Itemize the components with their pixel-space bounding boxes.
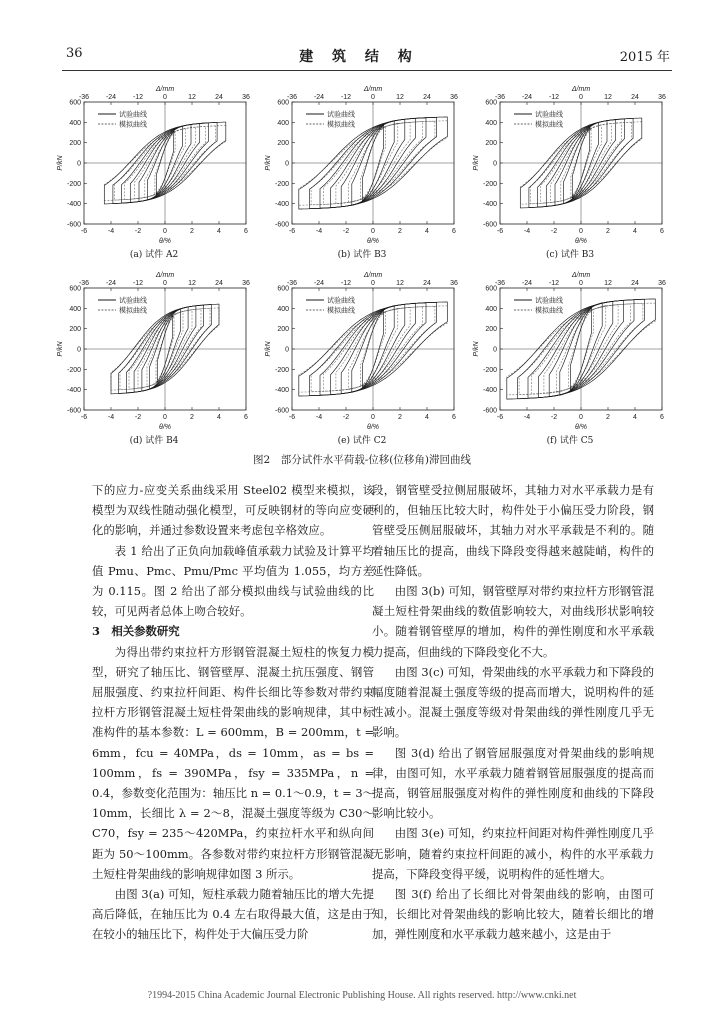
- y-tick-label: 0: [285, 160, 289, 168]
- x-tick-label: -4: [523, 414, 531, 421]
- panel-caption-e: (e) 试件 C2: [337, 436, 387, 446]
- x-tick-label: -4: [523, 228, 531, 235]
- x-tick-label: -2: [342, 414, 350, 421]
- y-tick-label: -200: [482, 180, 497, 188]
- top-tick-label: -36: [494, 94, 506, 101]
- top-tick-label: 24: [631, 94, 639, 101]
- top-tick-label: -24: [313, 280, 325, 287]
- y-tick-label: 400: [69, 305, 81, 313]
- top-tick-label: -12: [132, 94, 144, 101]
- y-tick-label: -400: [482, 201, 497, 209]
- top-tick-label: -24: [105, 94, 117, 101]
- top-tick-label: -12: [340, 280, 352, 287]
- top-tick-label: -24: [105, 280, 117, 287]
- figure-caption: 图2 部分试件水平荷载-位移(位移角)滞回曲线: [253, 454, 471, 466]
- copyright-footer: ?1994-2015 China Academic Journal Electronic Publishing House. All rights reserved. http://www.cnki.net: [147, 990, 577, 1001]
- top-tick-label: 0: [371, 94, 375, 101]
- y-tick-label: 0: [493, 346, 497, 354]
- top-tick-label: 12: [604, 280, 612, 287]
- x-tick-label: -4: [107, 414, 115, 421]
- legend-label-experiment: 试验曲线: [119, 111, 147, 119]
- x-tick-label: 0: [371, 414, 375, 421]
- panel-b: [258, 80, 466, 262]
- y-tick-label: -200: [66, 180, 81, 188]
- y-tick-label: 600: [485, 99, 497, 107]
- y-axis-label: P/kN: [265, 341, 272, 357]
- legend-label-experiment: 试验曲线: [327, 297, 355, 305]
- y-tick-label: 400: [277, 119, 289, 127]
- panel-a: [50, 80, 258, 262]
- panel-caption-b: (b) 试件 B3: [337, 250, 387, 260]
- text-column-right: [372, 480, 654, 945]
- top-tick-label: 12: [188, 94, 196, 101]
- top-axis-label: Δ/mm: [363, 272, 383, 279]
- x-tick-label: 2: [190, 228, 194, 235]
- x-tick-label: 6: [660, 228, 664, 235]
- y-tick-label: 400: [69, 119, 81, 127]
- y-tick-label: -200: [274, 180, 289, 188]
- y-tick-label: 400: [485, 305, 497, 313]
- publication-year: 2015 年: [619, 50, 670, 65]
- paragraph: 由图 3(a) 可知，短柱承载力随着轴压比的增大先提高后降低，在轴压比为 0.4 左右取得最大值，这是由于在较小的轴压比下，构件处于大偏压受力阶: [92, 887, 374, 942]
- x-tick-label: -6: [496, 414, 504, 421]
- y-tick-label: 0: [493, 160, 497, 168]
- figure-2: [50, 80, 674, 450]
- top-tick-label: -36: [78, 280, 90, 287]
- text-column-left: [92, 480, 374, 945]
- top-tick-label: 24: [215, 280, 223, 287]
- x-tick-label: -6: [496, 228, 504, 235]
- top-tick-label: 36: [658, 280, 666, 287]
- y-tick-label: -200: [66, 366, 81, 374]
- legend-label-simulation: 模拟曲线: [119, 307, 147, 315]
- legend-label-simulation: 模拟曲线: [327, 121, 355, 129]
- paragraph: 下的应力-应变关系曲线采用 Steel02 模型来模拟，该模型为双线性随动强化模型，可反映钢材的等向应变硬化的影响，并通过参数设置来考虑包辛格效应。: [92, 483, 374, 538]
- paragraph: 由图 3(b) 可知，钢管壁厚对带约束拉杆方形钢管混凝土短柱骨架曲线的数值影响较大，对曲线形状影响较小。随着钢管壁厚的增加，构件的弹性刚度和水平承载力提高，但曲线的下降段变化不大。: [372, 584, 654, 659]
- y-axis-label: P/kN: [57, 341, 64, 357]
- x-tick-label: 6: [244, 414, 248, 421]
- paragraph: 由图 3(c) 可知，骨架曲线的水平承载力和下降段的幅度随着混凝土强度等级的提高而增大，说明构件的延性减小。混凝土强度等级对骨架曲线的弹性刚度几乎无影响。: [372, 664, 654, 740]
- panel-caption-a: (a) 试件 A2: [129, 250, 179, 260]
- legend-label-simulation: 模拟曲线: [119, 121, 147, 129]
- top-axis-label: Δ/mm: [363, 86, 383, 93]
- x-tick-label: 6: [452, 414, 456, 421]
- x-tick-label: -2: [134, 228, 142, 235]
- y-tick-label: 0: [77, 346, 81, 354]
- y-tick-label: 0: [77, 160, 81, 168]
- x-axis-label: θ/%: [575, 424, 587, 431]
- y-tick-label: 400: [277, 305, 289, 313]
- top-tick-label: -12: [548, 94, 560, 101]
- top-axis-label: Δ/mm: [571, 86, 591, 93]
- top-tick-label: 24: [215, 94, 223, 101]
- header-rule: [62, 70, 672, 71]
- top-tick-label: -24: [521, 94, 533, 101]
- top-tick-label: 36: [242, 280, 250, 287]
- panel-f: [466, 266, 674, 448]
- journal-title: 建 筑 结 构: [299, 49, 419, 65]
- panel-d: [50, 266, 258, 448]
- y-tick-label: 600: [277, 99, 289, 107]
- y-tick-label: 600: [69, 285, 81, 293]
- x-axis-label: θ/%: [159, 238, 171, 245]
- y-tick-label: -400: [274, 201, 289, 209]
- y-tick-label: 200: [69, 140, 81, 148]
- top-axis-label: Δ/mm: [571, 272, 591, 279]
- top-tick-label: 24: [631, 280, 639, 287]
- x-tick-label: -4: [107, 228, 115, 235]
- top-tick-label: 24: [423, 280, 431, 287]
- x-tick-label: 4: [633, 228, 637, 235]
- x-tick-label: 2: [398, 228, 402, 235]
- hysteresis-chart-a: [50, 80, 258, 262]
- top-tick-label: 36: [450, 94, 458, 101]
- y-tick-label: 600: [277, 285, 289, 293]
- x-tick-label: 0: [163, 414, 167, 421]
- top-tick-label: 24: [423, 94, 431, 101]
- x-tick-label: 2: [398, 414, 402, 421]
- x-tick-label: 0: [371, 228, 375, 235]
- hysteresis-chart-d: [50, 266, 258, 448]
- x-tick-label: -6: [80, 228, 88, 235]
- panel-caption-d: (d) 试件 B4: [129, 436, 179, 446]
- top-tick-label: -12: [548, 280, 560, 287]
- x-axis-label: θ/%: [575, 238, 587, 245]
- hysteresis-chart-b: [258, 80, 466, 262]
- paragraph: 图 3(f) 给出了长细比对骨架曲线的影响，由图可知，长细比对骨架曲线的影响比较大，随着长细比的增加，弹性刚度和水平承载力越来越小，这是由于: [372, 887, 654, 942]
- legend-label-experiment: 试验曲线: [535, 297, 563, 305]
- x-tick-label: 4: [425, 228, 429, 235]
- hysteresis-chart-e: [258, 266, 466, 448]
- top-tick-label: 36: [658, 94, 666, 101]
- top-tick-label: 12: [188, 280, 196, 287]
- y-tick-label: -600: [274, 407, 289, 415]
- x-tick-label: 2: [190, 414, 194, 421]
- hysteresis-chart-c: [466, 80, 674, 262]
- x-tick-label: -2: [134, 414, 142, 421]
- y-tick-label: -600: [274, 221, 289, 229]
- top-tick-label: 0: [163, 94, 167, 101]
- x-tick-label: -4: [315, 414, 323, 421]
- paragraph: 为得出带约束拉杆方形钢管混凝土短柱的恢复力模型，研究了轴压比、钢管壁厚、混凝土抗压强度、钢管屈服强度、约束拉杆间距、构件长细比等参数对带约束拉杆方形钢管混凝土短柱骨架曲线的影响规律，其中标准构件的基本参数：L = 600mm，B = 200mm，t = 6mm，fcu = 40MPa，ds = 10mm，as = bs = 100mm，fs = 390MPa，fsy = 335MPa，n = 0.4，参数变化范围为：轴压比 n = 0.1～0.9，t = 3～10mm，长细比 λ = 2～8，混凝土强度等级为 C30～C70，fsy = 235～420MPa，约束拉杆水平和纵向间距为 50～100mm。各参数对带约束拉杆方形钢管混凝土短柱骨架曲线的影响规律如图 3 所示。: [92, 644, 374, 881]
- y-tick-label: 200: [69, 326, 81, 334]
- legend-label-experiment: 试验曲线: [327, 111, 355, 119]
- x-tick-label: 6: [660, 414, 664, 421]
- y-tick-label: 600: [69, 99, 81, 107]
- top-tick-label: -36: [286, 280, 298, 287]
- y-tick-label: -200: [482, 366, 497, 374]
- top-tick-label: -36: [494, 280, 506, 287]
- x-tick-label: 0: [579, 228, 583, 235]
- panel-e: [258, 266, 466, 448]
- paragraph: 段，钢管壁受拉侧屈服破坏，其轴力对水平承载力是有利的，但轴压比较大时，构件处于小偏压受力阶段，钢管壁受压侧屈服破坏，其轴力对水平承载是不利的。随着轴压比的提高，曲线下降段变得越来越陡峭，构件的延性降低。: [372, 483, 654, 578]
- x-tick-label: 6: [244, 228, 248, 235]
- top-tick-label: 36: [450, 280, 458, 287]
- top-tick-label: 0: [371, 280, 375, 287]
- top-tick-label: 36: [242, 94, 250, 101]
- y-tick-label: 200: [277, 326, 289, 334]
- x-tick-label: 6: [452, 228, 456, 235]
- page-number: 36: [66, 46, 83, 61]
- page-header: [48, 46, 670, 70]
- top-tick-label: 12: [396, 280, 404, 287]
- x-tick-label: 4: [217, 228, 221, 235]
- legend-label-experiment: 试验曲线: [535, 111, 563, 119]
- y-tick-label: 200: [485, 326, 497, 334]
- hysteresis-chart-f: [466, 266, 674, 448]
- legend-label-simulation: 模拟曲线: [535, 121, 563, 129]
- y-tick-label: 200: [277, 140, 289, 148]
- y-tick-label: 0: [285, 346, 289, 354]
- panel-caption-f: (f) 试件 C5: [546, 436, 594, 446]
- top-tick-label: 12: [604, 94, 612, 101]
- top-tick-label: -36: [78, 94, 90, 101]
- x-axis-label: θ/%: [367, 424, 379, 431]
- x-tick-label: -2: [550, 228, 558, 235]
- panel-c: [466, 80, 674, 262]
- top-tick-label: -24: [313, 94, 325, 101]
- panel-caption-c: (c) 试件 B3: [545, 250, 595, 260]
- paragraph: 表 1 给出了正负向加载峰值承载力试验及计算平均值 Pmu、Pmc、Pmu/Pmc 平均值为 1.055，均方差为 0.115。图 2 给出了部分模拟曲线与试验曲线的比较，可见两者总体上吻合较好。: [92, 543, 374, 619]
- top-tick-label: -36: [286, 94, 298, 101]
- y-tick-label: -600: [66, 221, 81, 229]
- top-tick-label: -12: [132, 280, 144, 287]
- y-tick-label: 400: [485, 119, 497, 127]
- x-tick-label: 4: [217, 414, 221, 421]
- top-tick-label: 0: [579, 280, 583, 287]
- top-tick-label: -24: [521, 280, 533, 287]
- paragraph: 由图 3(e) 可知，约束拉杆间距对构件弹性刚度几乎无影响，随着约束拉杆间距的减小，构件的水平承载力提高，下降段变得平缓，说明构件的延性增大。: [372, 826, 654, 881]
- x-tick-label: -2: [342, 228, 350, 235]
- legend-label-simulation: 模拟曲线: [327, 307, 355, 315]
- y-tick-label: -600: [482, 407, 497, 415]
- paragraph: 图 3(d) 给出了钢管屈服强度对骨架曲线的影响规律，由图可知，水平承载力随着钢管屈服强度的提高而提高，钢管屈服强度对构件的弹性刚度和曲线的下降段影响比较小。: [372, 745, 654, 821]
- legend-label-simulation: 模拟曲线: [535, 307, 563, 315]
- top-tick-label: 0: [579, 94, 583, 101]
- x-tick-label: -6: [288, 228, 296, 235]
- x-tick-label: 4: [425, 414, 429, 421]
- y-axis-label: P/kN: [265, 155, 272, 171]
- x-tick-label: -4: [315, 228, 323, 235]
- section-heading: 3 相关参数研究: [92, 624, 180, 639]
- y-tick-label: -400: [274, 387, 289, 395]
- y-tick-label: 600: [485, 285, 497, 293]
- x-tick-label: -6: [80, 414, 88, 421]
- top-tick-label: 12: [396, 94, 404, 101]
- x-tick-label: 0: [579, 414, 583, 421]
- x-tick-label: 4: [633, 414, 637, 421]
- y-tick-label: -400: [482, 387, 497, 395]
- y-tick-label: -200: [274, 366, 289, 374]
- x-tick-label: 2: [606, 228, 610, 235]
- x-tick-label: -2: [550, 414, 558, 421]
- x-axis-label: θ/%: [367, 238, 379, 245]
- y-tick-label: -600: [482, 221, 497, 229]
- y-tick-label: 200: [485, 140, 497, 148]
- x-tick-label: -6: [288, 414, 296, 421]
- y-axis-label: P/kN: [473, 155, 480, 171]
- top-axis-label: Δ/mm: [155, 272, 175, 279]
- y-tick-label: -600: [66, 407, 81, 415]
- x-tick-label: 2: [606, 414, 610, 421]
- y-tick-label: -400: [66, 387, 81, 395]
- top-axis-label: Δ/mm: [155, 86, 175, 93]
- y-tick-label: -400: [66, 201, 81, 209]
- y-axis-label: P/kN: [473, 341, 480, 357]
- y-axis-label: P/kN: [57, 155, 64, 171]
- top-tick-label: -12: [340, 94, 352, 101]
- legend-label-experiment: 试验曲线: [119, 297, 147, 305]
- x-tick-label: 0: [163, 228, 167, 235]
- x-axis-label: θ/%: [159, 424, 171, 431]
- top-tick-label: 0: [163, 280, 167, 287]
